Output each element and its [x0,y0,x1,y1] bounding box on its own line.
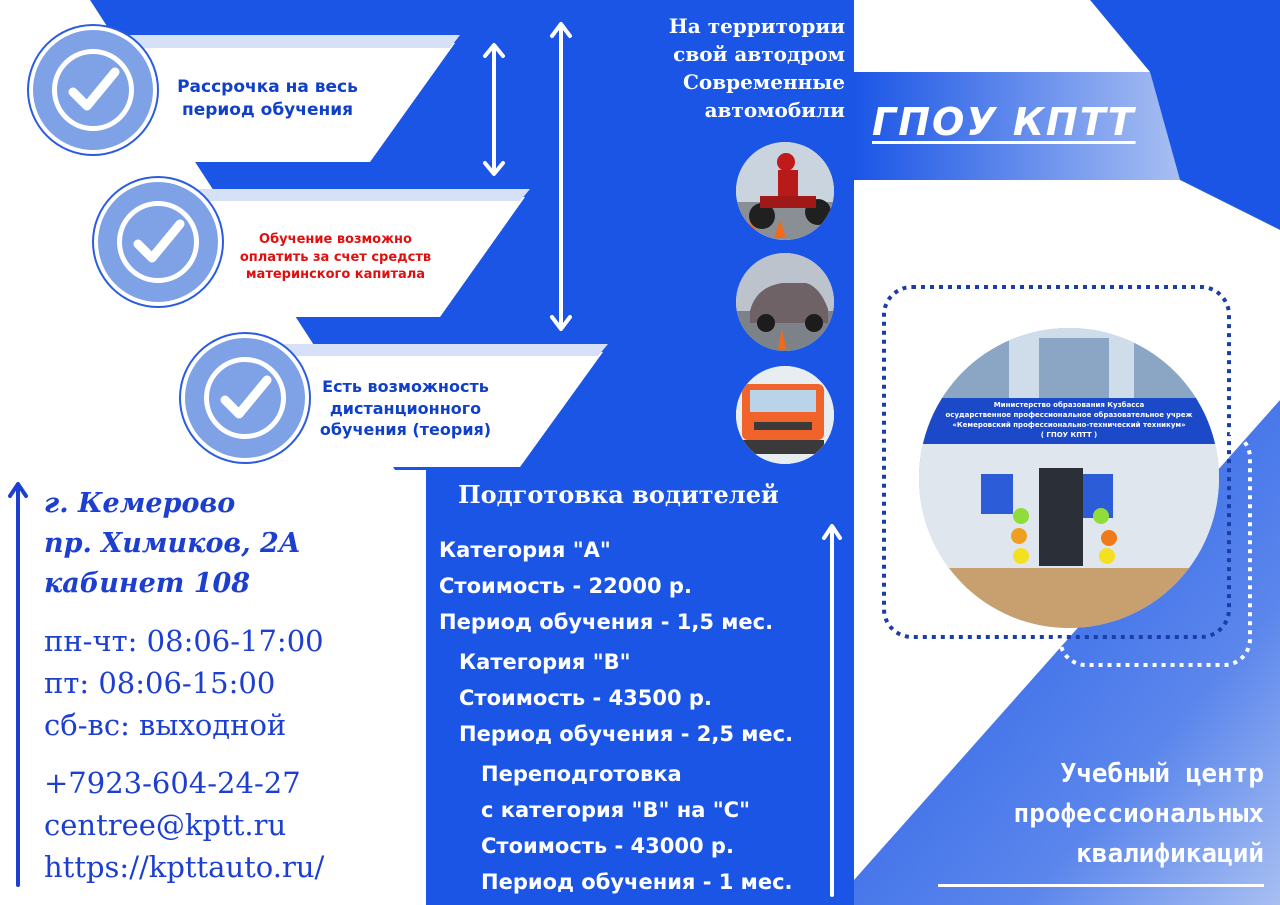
benefit-1-check-badge [29,26,157,154]
category-b-price: Стоимость - 43500 р. [459,686,712,710]
benefit-3-check-badge [181,334,309,462]
building-sign-line1: Министерство образования Кузбасса [993,401,1145,409]
benefit-2-check-badge [94,178,222,306]
hours-weekend: сб-вс: выходной [44,708,287,742]
retrain-line2: с категория "В" на "С" [481,798,751,822]
category-b-name: Категория "В" [459,650,631,674]
building-sign-line2: осударственное профессиональное образовательное учреж [945,411,1193,419]
benefit-3-line1: Есть возможность [322,377,489,396]
benefit-3-line2: дистанционного [329,398,482,418]
hours-fri: пт: 08:06-15:00 [44,666,276,700]
center-name-line1: Учебный центр [1060,759,1264,789]
brand-title: ГПОУ КПТТ [872,100,1136,144]
category-a-period: Период обучения - 1,5 мес. [439,610,774,634]
features-line1: На территории [668,14,845,38]
email-link[interactable]: centree@kptt.ru [44,808,287,842]
features-line4: автомобили [704,98,845,122]
building-sign-line3: «Кемеровский профессионально-технический техникум» [952,421,1186,429]
benefit-2-line1: Обучение возможно [259,232,412,247]
retrain-block [481,756,793,900]
category-b-block [459,644,793,752]
benefit-3-text [298,376,513,441]
training-title: Подготовка водителей [458,480,779,509]
up-arrow-icon [10,484,26,885]
checkmark-icon [65,62,121,118]
checkmark-icon [217,370,273,426]
benefit-2-line3: материнского капитала [245,267,426,283]
features-text [620,12,845,124]
banner-1-tab [100,35,460,48]
building-sign [919,400,1219,440]
building-photo [919,328,1219,628]
center-name-line3: квалификаций [1076,839,1264,869]
retrain-line1: Переподготовка [481,762,682,786]
benefit-1-line1: Рассрочка на весь [177,77,358,97]
retrain-period: Период обучения - 1 мес. [481,870,793,894]
address-street: пр. Химиков, 2А [44,528,301,559]
category-a-block [439,532,773,640]
center-name [900,754,1264,874]
banner-2-tab [165,189,530,201]
checkmark-icon [130,214,186,270]
features-line3: Современные [682,70,845,94]
category-b-period: Период обучения - 2,5 мес. [459,722,794,746]
benefit-2-text [218,231,453,284]
category-a-price: Стоимость - 22000 р. [439,574,692,598]
banner-3-tab [250,344,608,356]
building-sign-line4: ( ГПОУ КПТТ ) [1040,431,1098,439]
address-office: кабинет 108 [44,568,251,599]
center-name-line2: профессиональных [1013,799,1264,829]
retrain-price: Стоимость - 43000 р. [481,834,734,858]
website-link[interactable]: https://kpttauto.ru/ [44,850,325,884]
features-line2: свой автодром [673,42,845,66]
contact-block [44,484,414,888]
benefit-1-line2: период обучения [181,99,354,120]
motorcycle-photo [736,142,834,240]
truck-photo [736,366,834,464]
benefit-1-text [150,76,385,122]
address-city: г. Кемерово [44,488,236,519]
center-name-underline [938,884,1264,887]
benefit-3-line3: обучения (теория) [319,420,492,440]
benefit-2-line2: оплатить за счет средств [239,249,432,265]
category-a-name: Категория "А" [439,538,611,562]
phone-number[interactable]: +7923-604-24-27 [44,766,301,800]
car-photo [736,253,834,351]
hours-mon-thu: пн-чт: 08:06-17:00 [44,624,324,658]
